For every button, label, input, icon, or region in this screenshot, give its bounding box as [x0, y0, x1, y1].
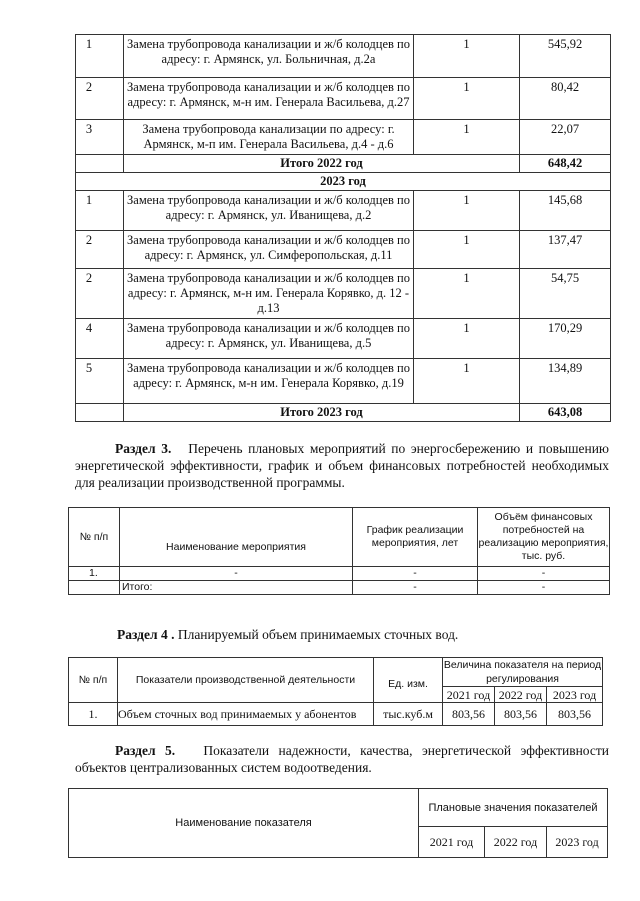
row-value: 170,29 — [520, 319, 611, 359]
header-plan: Плановые значения показателей — [419, 789, 608, 827]
header-num: № п/п — [69, 508, 120, 567]
row-value: 137,47 — [520, 231, 611, 269]
row-num: 1 — [76, 191, 124, 231]
table-row — [76, 191, 611, 231]
header-volume: Объём финансовых потребностей на реализацию мероприятия, тыс. руб. — [478, 508, 610, 567]
row-schedule: - — [353, 567, 478, 581]
header-measure-name: Наименование мероприятия — [120, 508, 353, 567]
row-qty: 1 — [414, 78, 520, 120]
row-qty: 1 — [414, 359, 520, 404]
table-header-row — [69, 789, 608, 827]
row-qty: 1 — [414, 231, 520, 269]
row-value-2023: 803,56 — [547, 703, 603, 726]
row-name: Замена трубопровода канализации и ж/б колодцев по адресу: г. Армянск, м-н им. Генерала Корявко, д.19 — [124, 359, 414, 404]
row-qty: 1 — [414, 191, 520, 231]
row-num: 1. — [69, 567, 120, 581]
row-name: Объем сточных вод принимаемых у абонентов — [118, 703, 374, 726]
row-num: 2 — [76, 231, 124, 269]
year-2021: 2021 год — [419, 827, 485, 858]
row-value: 80,42 — [520, 78, 611, 120]
row-value-2022: 803,56 — [495, 703, 547, 726]
table-row — [69, 567, 610, 581]
row-name: Замена трубопровода канализации и ж/б колодцев по адресу: г. Армянск, ул. Симферопольская, д.11 — [124, 231, 414, 269]
table-row — [76, 269, 611, 319]
table-total-row — [69, 581, 610, 595]
year-2022: 2022 год — [495, 687, 547, 703]
table-row — [76, 231, 611, 269]
header-period: Величина показателя на период регулирования — [443, 659, 602, 685]
row-name: Замена трубопровода канализации и ж/б колодцев по адресу: г. Армянск, ул. Иванищева, д.2 — [124, 191, 414, 231]
row-num: 1 — [76, 35, 124, 78]
row-name: Замена трубопровода канализации и ж/б колодцев по адресу: г. Армянск, ул. Больничная, д.2а — [124, 35, 414, 78]
row-value: 22,07 — [520, 120, 611, 155]
table-header-row — [69, 658, 603, 687]
section-5-label: Раздел 5. — [115, 743, 176, 758]
investment-table — [75, 34, 611, 422]
section-4-label: Раздел 4 . — [117, 627, 175, 642]
header-num: № п/п — [69, 658, 118, 703]
year-2021: 2021 год — [443, 687, 495, 703]
row-value: 134,89 — [520, 359, 611, 404]
wastewater-volume-table — [68, 657, 603, 726]
year-2023: 2023 год — [547, 687, 603, 703]
header-schedule: График реализации мероприятия, лет — [353, 508, 478, 567]
total-label: Итого 2023 год — [124, 404, 520, 422]
row-value: 545,92 — [520, 35, 611, 78]
row-qty: 1 — [414, 120, 520, 155]
header-unit: Ед. изм. — [374, 658, 443, 703]
row-value: 54,75 — [520, 269, 611, 319]
total-schedule: - — [353, 581, 478, 595]
row-name: Замена трубопровода канализации и ж/б колодцев по адресу: г. Армянск, м-н им. Генерала Корявко, д. 12 - д.13 — [124, 269, 414, 319]
row-name: - — [120, 567, 353, 581]
section-4-paragraph — [75, 626, 609, 643]
row-num: 2 — [76, 269, 124, 319]
year-2023: 2023 год — [547, 827, 608, 858]
row-name: Замена трубопровода канализации и ж/б колодцев по адресу: г. Армянск, м-н им. Генерала Васильева, д.27 — [124, 78, 414, 120]
total-empty — [76, 404, 124, 422]
row-qty: 1 — [414, 319, 520, 359]
row-qty: 1 — [414, 269, 520, 319]
row-name: Замена трубопровода канализации и ж/б колодцев по адресу: г. Армянск, ул. Иванищева, д.5 — [124, 319, 414, 359]
total-empty — [69, 581, 120, 595]
section-3-paragraph — [75, 440, 609, 491]
total-label: Итого: — [120, 581, 353, 595]
table-row — [76, 120, 611, 155]
total-volume: - — [478, 581, 610, 595]
total-value: 643,08 — [520, 404, 611, 422]
energy-measures-table — [68, 507, 610, 595]
total-label: Итого 2022 год — [124, 155, 520, 173]
row-num: 3 — [76, 120, 124, 155]
row-num: 5 — [76, 359, 124, 404]
section-5-text: Показатели надежности, качества, энергетической эффективности объектов централизованных систем водоотведения. — [75, 743, 609, 775]
table-row — [69, 703, 603, 726]
row-unit: тыс.куб.м — [374, 703, 443, 726]
row-num: 1. — [69, 703, 118, 726]
header-indicator-name: Наименование показателя — [69, 789, 419, 858]
year-header-row — [76, 173, 611, 191]
row-qty: 1 — [414, 35, 520, 78]
total-empty — [76, 155, 124, 173]
row-volume: - — [478, 567, 610, 581]
table-row — [76, 78, 611, 120]
row-num: 4 — [76, 319, 124, 359]
row-value: 145,68 — [520, 191, 611, 231]
year-2022: 2022 год — [485, 827, 547, 858]
section-4-text: Планируемый объем принимаемых сточных вод. — [177, 627, 459, 642]
total-row — [76, 404, 611, 422]
total-value: 648,42 — [520, 155, 611, 173]
table-row — [76, 359, 611, 404]
table-row — [76, 319, 611, 359]
row-name: Замена трубопровода канализации по адресу: г. Армянск, м-п им. Генерала Васильева, д.4 - д.6 — [124, 120, 414, 155]
section-5-paragraph — [75, 742, 609, 776]
header-indicator: Показатели производственной деятельности — [118, 658, 374, 703]
reliability-table — [68, 788, 608, 858]
table-row — [76, 35, 611, 78]
row-num: 2 — [76, 78, 124, 120]
table-header-row — [69, 508, 610, 567]
section-3-label: Раздел 3. — [115, 441, 172, 456]
row-value-2021: 803,56 — [443, 703, 495, 726]
year-label: 2023 год — [76, 173, 611, 191]
total-row — [76, 155, 611, 173]
investment-table-body — [76, 35, 611, 422]
section-3-text: Перечень плановых мероприятий по энергосбережению и повышению энергетической эффективности, график и объем финансовых потребностей необходимых для реализации производственной программы. — [75, 441, 610, 490]
